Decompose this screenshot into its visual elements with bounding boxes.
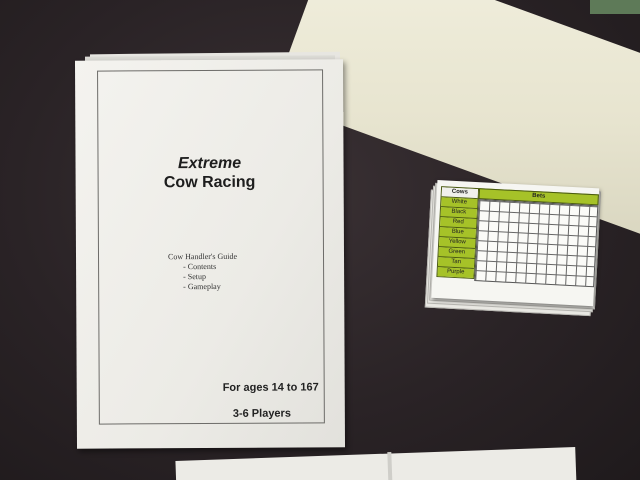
cow-blue: Blue	[439, 227, 475, 239]
booklet-border	[97, 69, 325, 424]
cow-red: Red	[440, 217, 476, 229]
bottom-paper-edge	[175, 447, 576, 480]
betting-card	[431, 180, 599, 306]
cow-green: Green	[438, 247, 474, 259]
green-corner-object	[590, 0, 640, 14]
booklet-title-cow-racing: Cow Racing	[163, 173, 256, 192]
rule-booklet	[75, 59, 345, 448]
guide-heading: Cow Handler's Guide	[167, 251, 238, 262]
guide-item-contents: - Contents	[183, 261, 217, 272]
cow-purple: Purple	[437, 267, 473, 278]
cow-yellow: Yellow	[439, 237, 475, 249]
booklet-title-extreme: Extreme	[177, 154, 242, 173]
betting-card-deck	[425, 180, 601, 317]
cow-black: Black	[441, 207, 477, 219]
bets-grid	[474, 199, 598, 287]
cows-header: Cows	[442, 187, 478, 199]
cow-tan: Tan	[438, 257, 474, 269]
cows-column	[436, 186, 479, 279]
age-range-text: For ages 14 to 167	[222, 381, 319, 394]
player-count-text: 3-6 Players	[232, 407, 291, 420]
bets-header: Bets	[479, 188, 599, 205]
guide-contents-list	[168, 252, 237, 292]
guide-item-setup: - Setup	[183, 272, 207, 282]
guide-item-gameplay: - Gameplay	[183, 281, 221, 292]
cow-white: White	[441, 197, 477, 209]
